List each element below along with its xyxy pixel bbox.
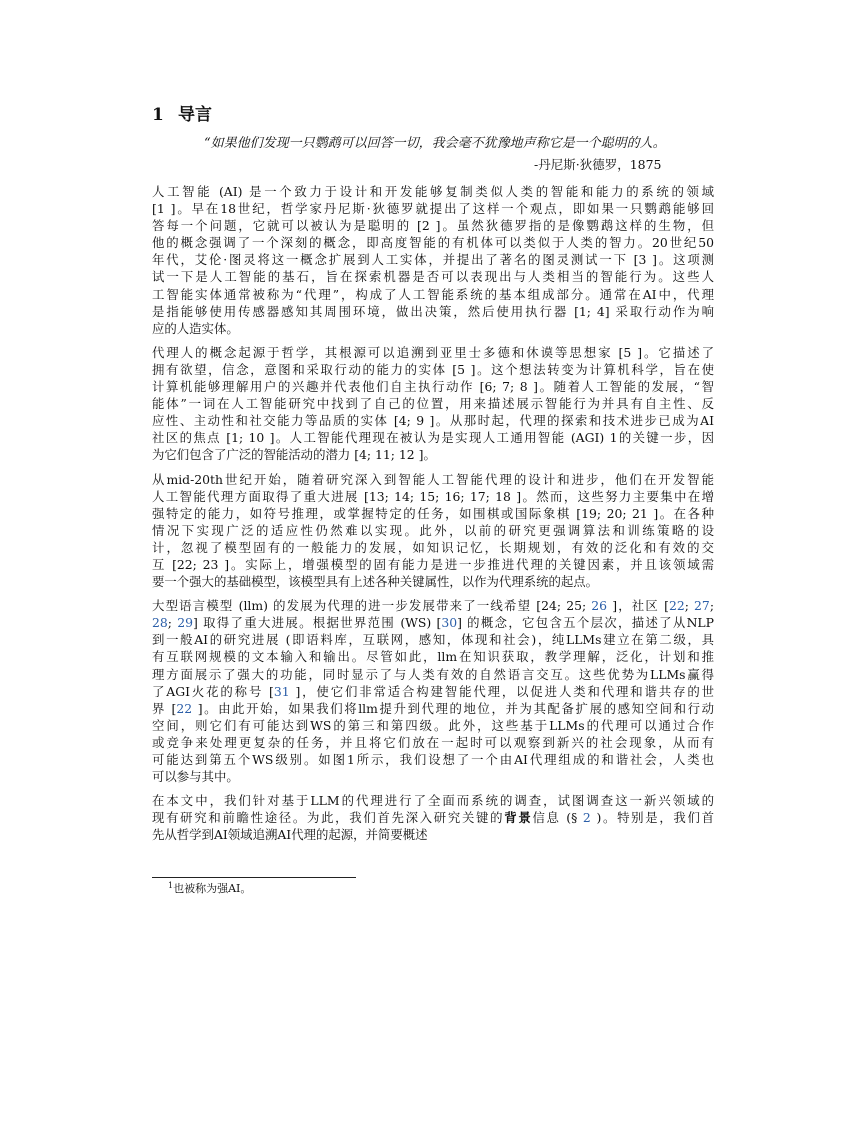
paragraph-line: 能体”一词在人工智能研究中找到了自己的位置，用来描述展示智能行为并具有自主性、反 — [152, 396, 714, 412]
paragraph-3 — [152, 471, 714, 591]
paragraph-line: 情况下实现广泛的适应性仍然难以实现。此外，以前的研究更强调算法和训练策略的设 — [152, 522, 714, 538]
paragraph-line: 从mid-20th世纪开始，随着研究深入到智能人工智能代理的设计和进步，他们在开发智能 — [152, 471, 714, 487]
footnote-text: 也被称为强AI。 — [173, 882, 252, 895]
paragraph-line — [152, 717, 714, 734]
paragraph-line: 是指能够使用传感器感知其周围环境，做出决策，然后使用执行器 [1; 4] 采取行动作为响 — [152, 303, 714, 319]
section-number: 1 — [152, 105, 164, 125]
paragraph-line — [152, 614, 714, 631]
line-text: 到一般AI的研究进展 (即语料库，互联网，感知，体现和社会)，纯LLMs建立在第二级，具 — [152, 632, 714, 648]
body-text — [152, 183, 714, 843]
citation-link[interactable]: 30 — [441, 615, 458, 631]
footnote — [168, 880, 251, 896]
section-heading — [152, 100, 212, 125]
citation-link[interactable]: 22 — [668, 598, 685, 614]
paragraph-line: [1 ]。早在18世纪，哲学家丹尼斯·狄德罗就提出了这样一个观点，即如果一只鹦鹉能够回 — [152, 201, 714, 217]
paragraph-line: 要一个强大的基础模型，该模型具有上述各种关键属性，以作为代理系统的起点。 — [152, 574, 599, 590]
line-text: 可能达到第五个WS级别。如图1所示，我们设想了一个由AI代理组成的和谐社会，人类也 — [152, 752, 714, 767]
line-text: 现有研究和前瞻性途径。为此，我们首先深入研究关键的 — [152, 810, 505, 826]
paragraph-line: 拥有欲望，信念，意图和采取行动的能力的实体 [5 ]。这个想法转变为计算机科学，旨在使 — [152, 361, 714, 377]
paragraph-line — [152, 648, 714, 665]
citation-link[interactable]: 27 — [694, 598, 710, 614]
section-title: 导言 — [178, 105, 212, 125]
paragraph-line: 人工智能 (AI) 是一个致力于设计和开发能够复制类似人类的智能和能力的系统的领域 — [152, 184, 714, 199]
citation-link[interactable]: 31 — [273, 683, 290, 699]
paragraph-line: 应的人造实体。 — [152, 320, 239, 336]
line-text: ] 取得了重大进展。根据世界范围 (WS) [ — [193, 615, 442, 631]
paragraph-line: 计，忽视了模型固有的一般能力的发展，如知识记忆，长期规划，有效的泛化和有效的交 — [152, 539, 714, 555]
paragraph-line — [152, 768, 714, 785]
line-text: )。特别是，我们首 — [590, 810, 714, 826]
line-text: 空间，则它们有可能达到WS的第三和第四级。此外，这些基于LLMs的代理可以通过合作 — [152, 717, 714, 733]
line-text: 界 [ — [152, 700, 177, 716]
paragraph-line: 工智能实体通常被称为“代理”，构成了人工智能系统的基本组成部分。通常在AI中，代理 — [152, 286, 714, 302]
bold-term: 背景 — [504, 810, 533, 826]
line-text: 了AGI火花的称号 [ — [152, 683, 274, 699]
line-text: 信息 (§ — [532, 810, 583, 826]
paragraph-line: 他的概念强调了一个深刻的概念，即高度智能的有机体可以类似于人类的智力。20世纪50 — [152, 235, 714, 251]
line-text: ]。由此开始，如果我们将llm提升到代理的地位，并为其配备扩展的感知空间和行动 — [192, 700, 714, 716]
paragraph-line — [152, 809, 714, 826]
paragraph-line — [152, 751, 714, 768]
section-ref-link[interactable]: 2 — [582, 810, 591, 826]
footnote-mark: 1 — [168, 881, 174, 890]
paragraph-line: 人工智能代理方面取得了重大进展 [13; 14; 15; 16; 17; 18 ]。然而，这些努力主要集中在增 — [152, 488, 714, 504]
line-text: ]，社区 [ — [607, 598, 669, 614]
paragraph-line — [152, 666, 714, 683]
paragraph-line: 先从哲学到AI领域追溯AI代理的起源，并简要概述 — [152, 827, 428, 843]
paragraph-line: 互 [22; 23 ]。实际上，增强模型的固有能力是进一步推进代理的关键因素，并且该领域需 — [152, 556, 714, 572]
citation-link[interactable]: 29 — [177, 615, 193, 631]
line-text: ] 的概念，它包含五个层次，描述了从NLP — [457, 615, 714, 631]
paragraph-line: 年代，艾伦·图灵将这一概念扩展到人工实体，并提出了著名的图灵测试一下 [3 ]。这项测 — [152, 252, 714, 268]
line-text: 理方面展示了强大的功能，同时显示了与人类有效的自然语言交互。这些优势为LLMs赢得 — [152, 666, 714, 682]
epigraph-attribution: -丹尼斯·狄德罗，1875 — [534, 157, 662, 172]
line-text: 可以参与其中。 — [152, 769, 239, 785]
paragraph-line — [152, 597, 714, 614]
paragraph-4 — [152, 597, 714, 785]
paragraph-line — [152, 631, 714, 648]
line-text: ]，使它们非常适合构建智能代理，以促进人类和代理和谐共存的世 — [289, 683, 714, 699]
paragraph-line — [152, 734, 714, 751]
paragraph-line: 计算机能够理解用户的兴趣并代表他们自主执行动作 [6; 7; 8 ]。随着人工智能的发展，“智 — [152, 379, 714, 395]
citation-link[interactable]: 28 — [152, 615, 168, 631]
paragraph-line — [152, 683, 714, 700]
paragraph-line: 社区的焦点 [1; 10 ]。人工智能代理现在被认为是实现人工通用智能 (AGI) 1的关键一步，因 — [152, 430, 714, 446]
paragraph-line — [152, 700, 714, 717]
paragraph-line: 代理人的概念起源于哲学，其根源可以追溯到亚里士多德和休谟等思想家 [5 ]。它描述了 — [152, 344, 714, 360]
citation-link[interactable]: 22 — [176, 700, 193, 716]
citation-link[interactable]: 26 — [591, 598, 608, 614]
line-text: ; — [684, 598, 695, 614]
epigraph-quote: “如果他们发现一只鹦鹉可以回答一切，我会毫不犹豫地声称它是一个聪明的人。 — [204, 136, 666, 151]
paragraph-line: 答每一个问题，它就可以被认为是聪明的 [2 ]。虽然狄德罗指的是像鹦鹉这样的生物，但 — [152, 218, 714, 234]
paragraph-line: 为它们包含了广泛的智能活动的潜力 [4; 11; 12 ]。 — [152, 447, 436, 463]
line-text: 大型语言模型 (llm) 的发展为代理的进一步发展带来了一线希望 [24; 25; — [152, 598, 592, 614]
paragraph-line: 在本文中，我们针对基于LLM的代理进行了全面而系统的调查，试图调查这一新兴领域的 — [152, 793, 714, 809]
paragraph-line: 应性、主动性和社交能力等品质的实体 [4; 9 ]。从那时起，代理的探索和技术进步已成为AI — [152, 413, 714, 429]
paragraph-1 — [152, 183, 714, 337]
line-text: ; — [167, 615, 178, 631]
paragraph-2 — [152, 344, 714, 464]
paragraph-line: 试一下是人工智能的基石，旨在探索机器是否可以表现出与人类相当的智能行为。这些人 — [152, 269, 714, 285]
footnote-rule — [152, 877, 356, 878]
line-text: 有互联网规模的文本输入和输出。尽管如此，llm在知识获取，教学理解，泛化，计划和推 — [152, 649, 714, 665]
paragraph-line: 强特定的能力，如符号推理，或掌握特定的任务，如围棋或国际象棋 [19; 20; 21 ]。在各种 — [152, 505, 714, 521]
paragraph-5 — [152, 792, 714, 843]
line-text: ; — [709, 598, 714, 614]
line-text: 或竞争来处理更复杂的任务，并且将它们放在一起时可以观察到新兴的社会现象，从而有 — [152, 734, 714, 750]
